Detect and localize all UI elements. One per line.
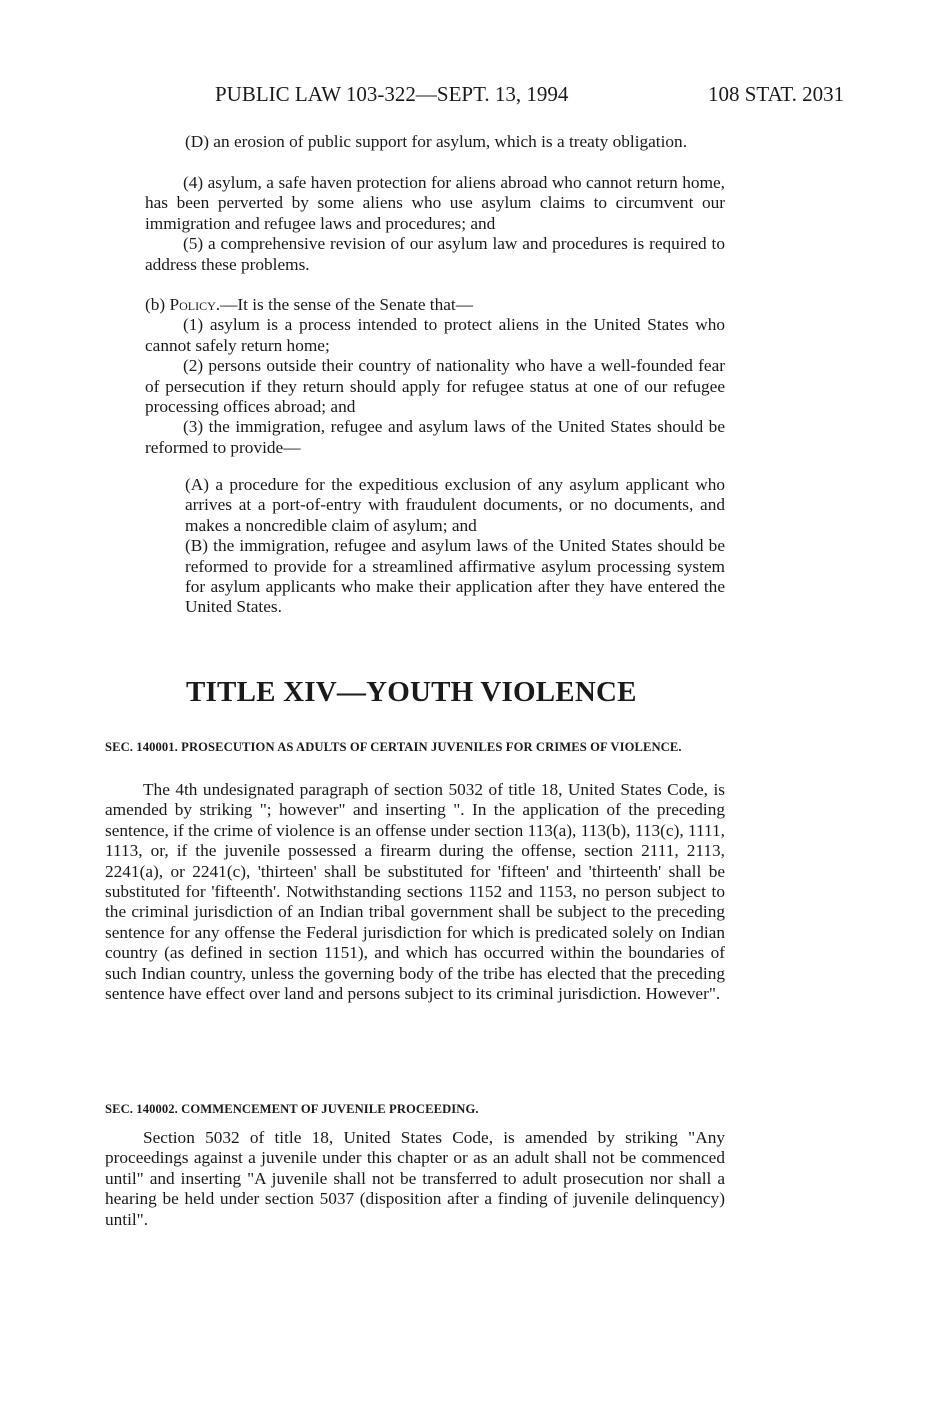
subclause-a: (A) a procedure for the expeditious exclusion of any asylum applicant who arrives at a port-of-entry with fraudulent documents, or no documents, and makes a noncredible claim of asylum; and [185, 475, 725, 535]
public-law-citation: PUBLIC LAW 103-322—SEPT. 13, 1994 [215, 82, 569, 106]
policy-section [145, 295, 725, 458]
section-140001-heading: SEC. 140001. PROSECUTION AS ADULTS OF CERTAIN JUVENILES FOR CRIMES OF VIOLENCE. [105, 740, 682, 754]
statute-page-number: 108 STAT. 2031 [708, 82, 845, 106]
section-140002-body: Section 5032 of title 18, United States Code, is amended by striking "Any proceedings against a juvenile under this chapter or as an adult shall not be commenced until" and inserting "A juvenile shall not be transferred to adult prosecution nor shall a hearing be held under section 5037 (disposition after a finding of juvenile delinquency) until". [105, 1128, 725, 1229]
policy-subclauses [185, 475, 725, 618]
paragraph-4: (4) asylum, a safe haven protection for aliens abroad who cannot return home, has been perverted by some aliens who use asylum claims to circumvent our immigration and refugee laws and procedures; and [145, 173, 725, 233]
policy-heading: (b) Policy.—It is the sense of the Senate that— [145, 295, 474, 314]
policy-item-2: (2) persons outside their country of nationality who have a well-founded fear of persecution if they return should apply for refugee status at one of our refugee processing offices abroad; and [145, 356, 725, 417]
subclause-b: (B) the immigration, refugee and asylum laws of the United States should be reformed to provide for a streamlined affirmative asylum processing system for asylum applicants who make their application after they have entered the United States. [185, 536, 725, 617]
policy-item-1: (1) asylum is a process intended to protect aliens in the United States who cannot safely return home; [145, 315, 725, 355]
policy-item-3: (3) the immigration, refugee and asylum laws of the United States should be reformed to provide— [145, 417, 725, 457]
clause-d: (D) an erosion of public support for asylum, which is a treaty obligation. [185, 132, 688, 151]
findings-paragraphs [145, 173, 725, 275]
section-140001-body: The 4th undesignated paragraph of section 5032 of title 18, United States Code, is amended by striking "; however" and inserting ". In the application of the preceding sentence, if the crime of violence is an offense under section 113(a), 113(b), 113(c), 1111, 1113, or, if the juvenile possessed a firearm during the offense, section 2111, 2113, 2241(a), or 2241(c), 'thirteen' shall be substituted for 'fifteen' and 'thirteenth' shall be substituted for 'fifteenth'. Notwithstanding sections 1152 and 1153, no person subject to the criminal jurisdiction of an Indian tribal government shall be subject to the preceding sentence for any offense the Federal jurisdiction for which is predicated solely on Indian country (as defined in section 1151), and which has occurred within the boundaries of such Indian country, unless the governing body of the tribe has elected that the preceding sentence have effect over land and persons subject to its criminal jurisdiction. However". [105, 780, 725, 1004]
running-header [0, 82, 944, 112]
paragraph-5: (5) a comprehensive revision of our asylum law and procedures is required to address these problems. [145, 234, 725, 274]
section-140002-heading: SEC. 140002. COMMENCEMENT OF JUVENILE PROCEEDING. [105, 1102, 479, 1116]
title-heading: TITLE XIV—YOUTH VIOLENCE [186, 676, 637, 708]
